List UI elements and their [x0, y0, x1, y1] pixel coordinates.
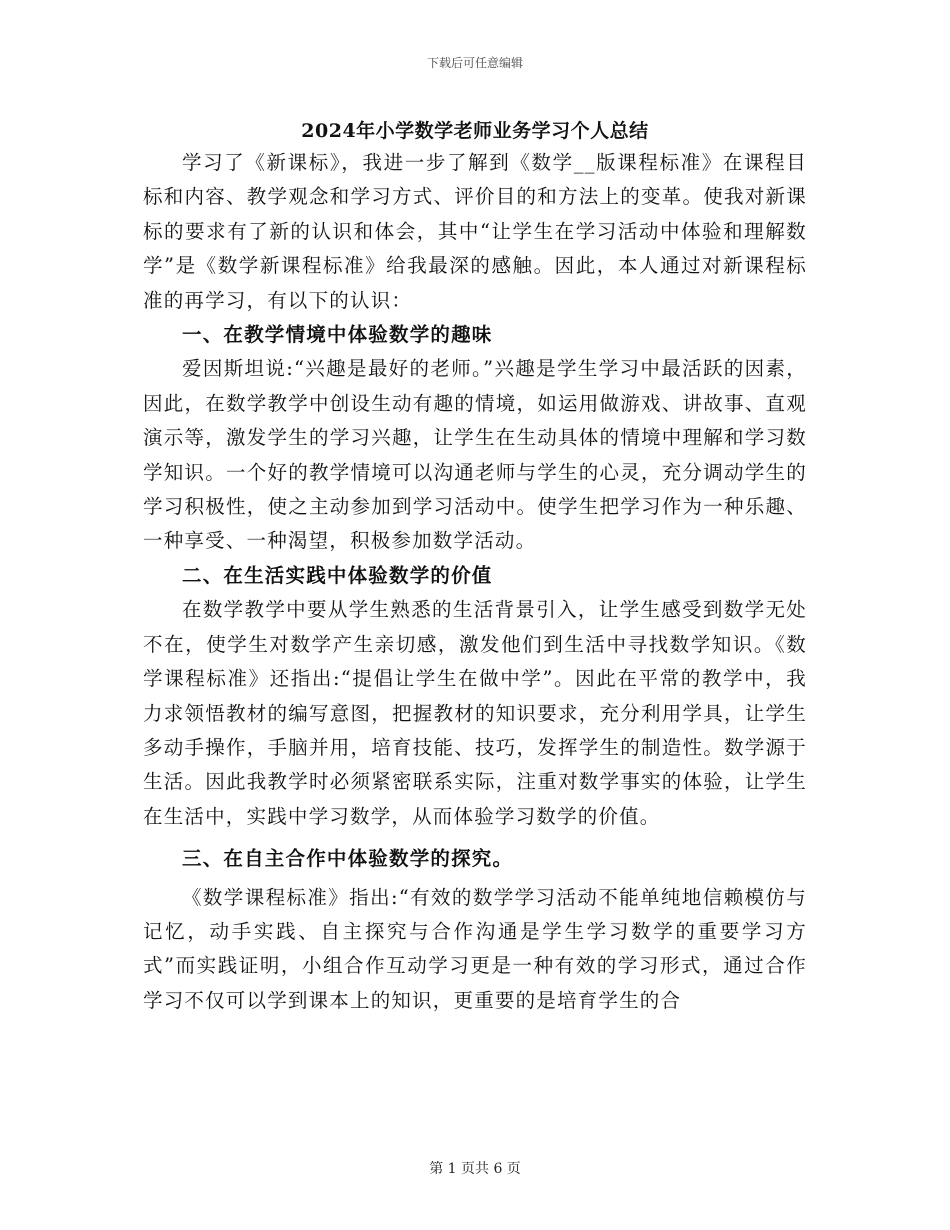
page-footer: 第 1 页共 6 页 — [429, 1161, 521, 1177]
section-body-2: 在数学教学中要从学生熟悉的生活背景引入，让学生感受到数学无处不在，使学生对数学产生亲切感，激发他们到生活中寻找数学知识。《数学课程标准》还指出:“提倡让学生在做中学”。因此在平常的教学中，我力求领悟教材的编写意图，把握教材的知识要求，充分利用学具，让学生多动手操作，手脑并用，培育技能、技巧，发挥学生的制造性。数学源于生活。因此我教学时必须紧密联系实际，注重对数学事实的体验，让学生在生活中，实践中学习数学，从而体验学习数学的价值。 — [143, 598, 807, 828]
document-title: 2024年小学数学老师业务学习个人总结 — [301, 120, 649, 142]
section-heading-2: 二、在生活实践中体验数学的价值 — [182, 563, 493, 587]
section-heading-1: 一、在教学情境中体验数学的趣味 — [182, 323, 493, 347]
intro-paragraph: 学习了《新课标》，我进一步了解到《数学__版课程标准》在课程目标和内容、教学观念和学习方式、评价目的和方法上的变革。使我对新课标的要求有了新的认识和体会，其中“让学生在学习活动中体验和理解数学”是《数学新课程标准》给我最深的感触。因此，本人通过对新课程标准的再学习，有以下的认识： — [143, 151, 807, 312]
section-heading-3: 三、在自主合作中体验数学的探究。 — [182, 847, 514, 871]
section-body-1: 爱因斯坦说:“兴趣是最好的老师。”兴趣是学生学习中最活跃的因素，因此，在数学教学中创设生动有趣的情境，如运用做游戏、讲故事、直观演示等，激发学生的学习兴趣，让学生在生动具体的情境中理解和学习数学知识。一个好的教学情境可以沟通老师与学生的心灵，充分调动学生的学习积极性，使之主动参加到学习活动中。使学生把学习作为一种乐趣、一种享受、一种渴望，积极参加数学活动。 — [143, 357, 807, 553]
document-body — [143, 146, 807, 1018]
page-header: 下载后可任意编辑 — [426, 56, 523, 70]
section-body-3: 《数学课程标准》指出:“有效的数学学习活动不能单纯地信赖模仿与记忆，动手实践、自主探究与合作沟通是学生学习数学的重要学习方式”而实践证明，小组合作互动学习更是一种有效的学习形式，通过合作学习不仅可以学到课本上的知识，更重要的是培育学生的合 — [143, 885, 807, 1012]
